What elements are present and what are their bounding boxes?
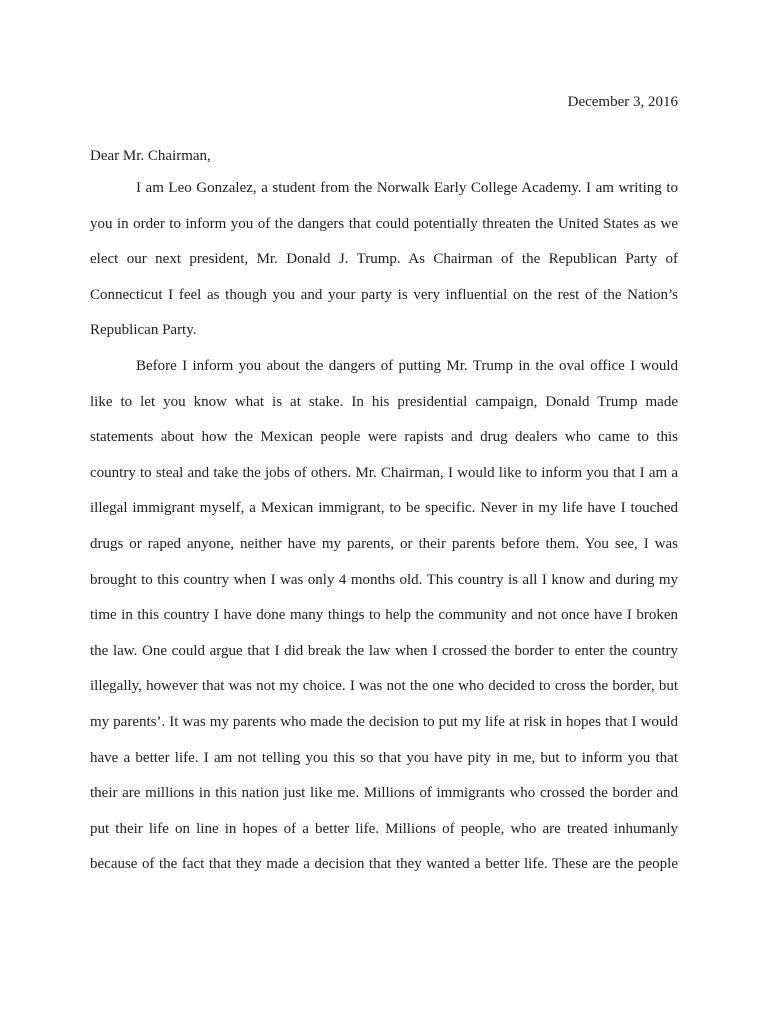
text-line: you in order to inform you of the dangers that could potentially threaten the United States as we (90, 215, 678, 232)
text-line: Before I inform you about the dangers of putting Mr. Trump in the oval office I would (136, 357, 678, 374)
paragraph (90, 349, 678, 883)
paragraph (90, 171, 678, 349)
text-line: because of the fact that they made a decision that they wanted a better life. These are the people (90, 856, 678, 873)
salutation: Dear Mr. Chairman, (90, 148, 211, 164)
text-line: put their life on line in hopes of a better life. Millions of people, who are treated inhumanly (90, 820, 678, 837)
text-line: drugs or raped anyone, neither have my parents, or their parents before them. You see, I was (90, 535, 678, 552)
text-line: Republican Party. (90, 322, 197, 339)
text-line: illegally, however that was not my choice. I was not the one who decided to cross the border, but (90, 678, 678, 695)
text-line: have a better life. I am not telling you this so that you have pity in me, but to inform you that (90, 749, 678, 766)
text-line: time in this country I have done many things to help the community and not once have I broken (90, 607, 678, 624)
text-line: statements about how the Mexican people were rapists and drug dealers who came to this (90, 429, 678, 446)
text-line: brought to this country when I was only 4 months old. This country is all I know and during my (90, 571, 678, 588)
text-line: the law. One could argue that I did break the law when I crossed the border to enter the country (90, 642, 678, 659)
text-line: country to steal and take the jobs of others. Mr. Chairman, I would like to inform you that I am a (90, 464, 678, 481)
text-line: like to let you know what is at stake. In his presidential campaign, Donald Trump made (90, 393, 678, 410)
text-line: their are millions in this nation just like me. Millions of immigrants who crossed the border and (90, 785, 678, 802)
text-line: elect our next president, Mr. Donald J. Trump. As Chairman of the Republican Party of (90, 251, 678, 268)
text-line: my parents’. It was my parents who made the decision to put my life at risk in hopes that I would (90, 713, 678, 730)
letter-date: December 3, 2016 (567, 94, 678, 110)
text-line: illegal immigrant myself, a Mexican immigrant, to be specific. Never in my life have I touched (90, 500, 678, 517)
text-line: Connecticut I feel as though you and your party is very influential on the rest of the Nation’s (90, 286, 678, 303)
text-line: I am Leo Gonzalez, a student from the Norwalk Early College Academy. I am writing to (136, 180, 678, 196)
letter-body (90, 171, 678, 883)
